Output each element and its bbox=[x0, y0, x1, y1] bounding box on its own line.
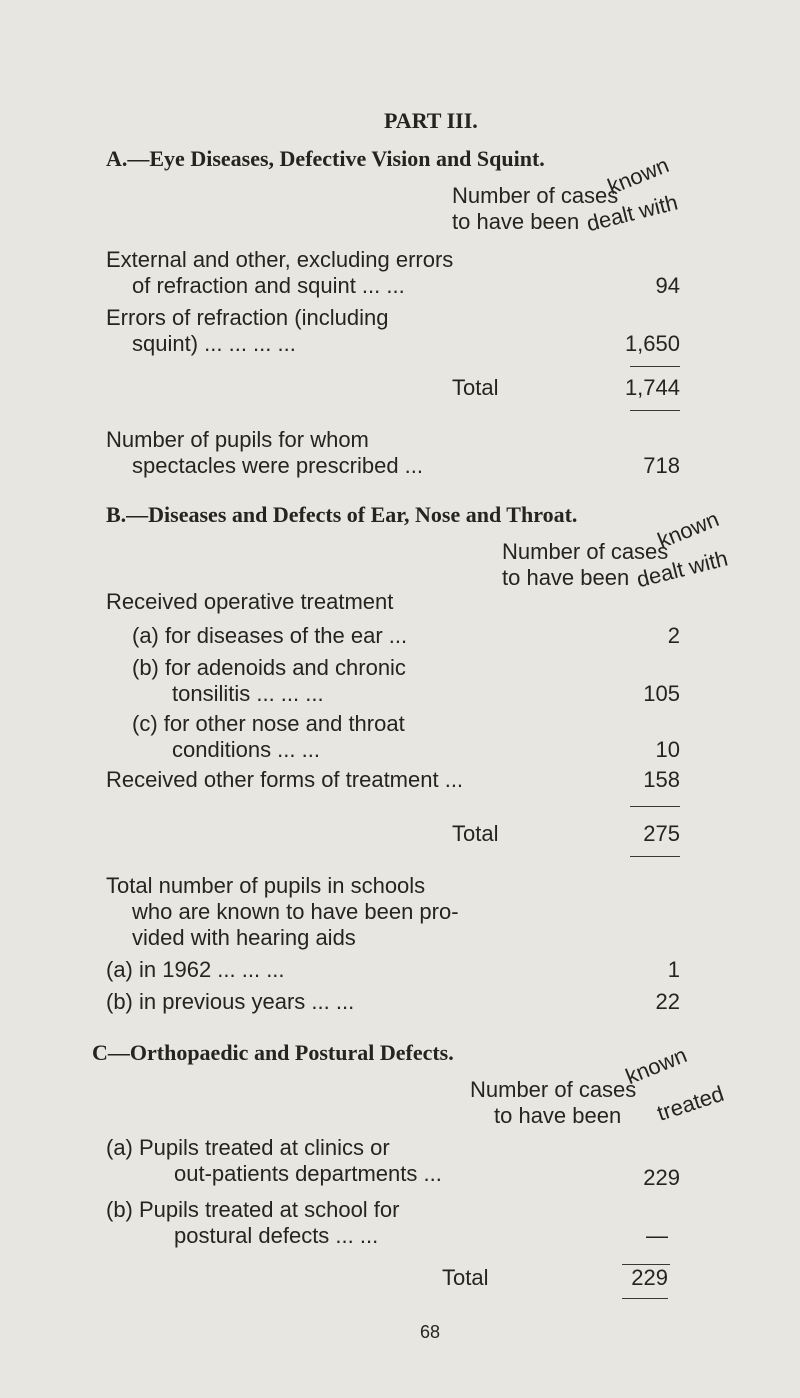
section-a-total-label: Total bbox=[452, 375, 499, 400]
section-a-row-external-line2: of refraction and squint ... ... bbox=[132, 273, 405, 298]
section-c-total-label: Total bbox=[442, 1265, 489, 1290]
section-c-value-clinics: 229 bbox=[643, 1165, 680, 1190]
section-c-column-header-line2-tail: treated bbox=[654, 1080, 727, 1126]
section-a-row-refraction: Errors of refraction (including bbox=[106, 305, 389, 330]
section-b-total-label: Total bbox=[452, 821, 499, 846]
section-a-row-refraction-line2: squint) ... ... ... ... bbox=[132, 331, 296, 356]
section-c-column-header-line2: to have been bbox=[494, 1103, 622, 1128]
section-a-value-external: 94 bbox=[655, 273, 680, 298]
section-a-row-spectacles-line2: spectacles were prescribed ... bbox=[132, 453, 424, 478]
section-a-sum-rule bbox=[630, 366, 680, 367]
section-a-column-header-line1: Number of cases bbox=[452, 183, 619, 208]
section-c-total-rule bbox=[622, 1298, 668, 1299]
part-title: PART III. bbox=[384, 108, 478, 133]
section-b-row-previous-years: (b) in previous years ... ... bbox=[106, 989, 355, 1014]
section-c-heading: C—Orthopaedic and Postural Defects. bbox=[92, 1040, 454, 1065]
section-a-row-external: External and other, excluding errors bbox=[106, 247, 454, 272]
section-b-row-adenoids-line2: tonsilitis ... ... ... bbox=[172, 681, 324, 706]
section-b-sum-rule bbox=[630, 806, 680, 807]
section-b-row-adenoids: (b) for adenoids and chronic bbox=[132, 655, 406, 680]
page-number: 68 bbox=[420, 1322, 441, 1342]
section-b-value-adenoids: 105 bbox=[643, 681, 680, 706]
section-b-column-header-line2: to have been bbox=[502, 565, 630, 590]
section-c-column-header-line1: Number of cases bbox=[470, 1077, 637, 1102]
section-b-value-ear: 2 bbox=[667, 623, 680, 648]
section-a-total-rule bbox=[630, 410, 680, 411]
section-b-received-operative: Received operative treatment bbox=[106, 589, 394, 614]
section-b-row-ear: (a) for diseases of the ear ... bbox=[132, 623, 408, 648]
section-a-column-header-line1-tail: known bbox=[604, 152, 673, 200]
section-b-total-rule bbox=[630, 856, 680, 857]
section-b-heading: B.—Diseases and Defects of Ear, Nose and Throat. bbox=[106, 502, 578, 527]
section-a-row-spectacles: Number of pupils for whom bbox=[106, 427, 369, 452]
section-c-column-header-line1-tail: known bbox=[622, 1042, 691, 1090]
section-c-total-value: 229 bbox=[631, 1265, 668, 1290]
section-b-value-other-nose: 10 bbox=[655, 737, 680, 762]
section-c-row-school: (b) Pupils treated at school for bbox=[106, 1197, 400, 1222]
section-c-row-clinics: (a) Pupils treated at clinics or bbox=[106, 1135, 390, 1160]
section-c-row-clinics-line2: out-patients departments ... bbox=[174, 1161, 442, 1186]
section-c-row-school-line2: postural defects ... ... bbox=[174, 1223, 379, 1248]
section-a-column-header-line2: to have been bbox=[452, 209, 580, 234]
section-b-column-header-line1-tail: known bbox=[654, 506, 723, 554]
section-a-column-header-line2-tail: dealt with bbox=[584, 189, 681, 237]
section-b-value-1962: 1 bbox=[667, 957, 680, 982]
section-b-row-other-forms: Received other forms of treatment ... bbox=[106, 767, 464, 792]
section-b-row-other-nose: (c) for other nose and throat bbox=[132, 711, 405, 736]
section-a-heading: A.—Eye Diseases, Defective Vision and Squint. bbox=[106, 146, 545, 171]
section-c-value-school: — bbox=[646, 1223, 668, 1248]
section-b-value-other-forms: 158 bbox=[643, 767, 680, 792]
section-b-column-header-line1: Number of cases bbox=[502, 539, 669, 564]
section-b-row-other-nose-line2: conditions ... ... bbox=[172, 737, 320, 762]
section-a-value-spectacles: 718 bbox=[643, 453, 680, 478]
section-a-total-value: 1,744 bbox=[624, 375, 680, 400]
section-b-hearing-aids-line3: vided with hearing aids bbox=[132, 925, 356, 950]
section-b-hearing-aids-line2: who are known to have been pro- bbox=[132, 899, 459, 924]
section-b-column-header-line2-tail: dealt with bbox=[634, 545, 731, 593]
section-b-hearing-aids: Total number of pupils in schools bbox=[106, 873, 426, 898]
section-b-total-value: 275 bbox=[643, 821, 680, 846]
section-b-value-previous-years: 22 bbox=[655, 989, 680, 1014]
section-a-value-refraction: 1,650 bbox=[624, 331, 680, 356]
section-b-row-1962: (a) in 1962 ... ... ... bbox=[106, 957, 285, 982]
